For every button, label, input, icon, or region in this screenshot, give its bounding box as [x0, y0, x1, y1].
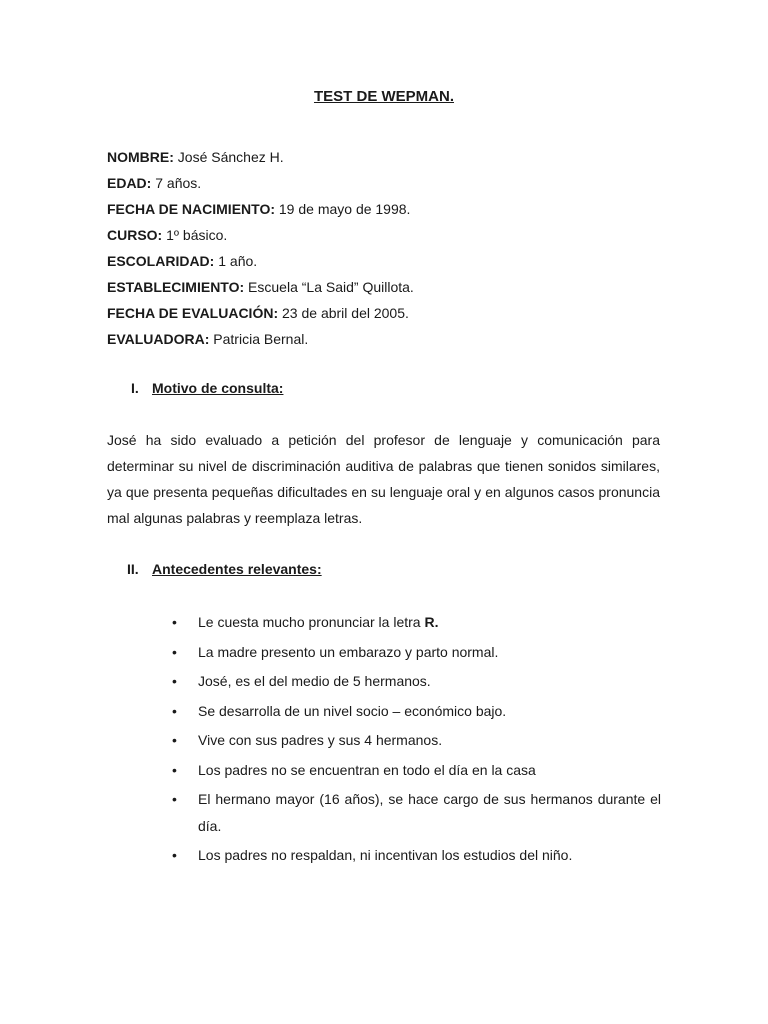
field-label: CURSO:	[107, 227, 163, 243]
patient-info-fields	[107, 144, 414, 352]
list-item-text: El hermano mayor (16 años), se hace cargo de sus hermanos durante el día.	[198, 791, 661, 834]
field-value: Patricia Bernal.	[209, 331, 309, 347]
list-item-text: Se desarrolla de un nivel socio – económico bajo.	[198, 702, 507, 719]
list-item	[171, 757, 661, 784]
field-value: 19 de mayo de 1998.	[275, 201, 411, 217]
field-label: ESCOLARIDAD:	[107, 253, 215, 269]
section-number: I.	[131, 380, 139, 396]
field-label: FECHA DE EVALUACIÓN:	[107, 305, 279, 321]
list-item-text: Los padres no respaldan, ni incentivan los estudios del niño.	[198, 847, 573, 863]
bullet-icon: •	[172, 732, 177, 748]
section-title: Motivo de consulta:	[152, 380, 284, 396]
field-curso	[107, 222, 414, 248]
list-item	[171, 609, 661, 636]
list-item	[171, 639, 661, 666]
document-title: TEST DE WEPMAN.	[313, 88, 454, 105]
field-label: EVALUADORA:	[107, 331, 210, 347]
field-value: José Sánchez H.	[173, 149, 284, 165]
list-item-text: José, es el del medio de 5 hermanos.	[198, 673, 431, 689]
field-value: 1 año.	[214, 253, 258, 269]
list-item	[171, 842, 661, 869]
bullet-icon: •	[172, 702, 177, 719]
field-value: 1º básico.	[162, 227, 228, 243]
list-item-text: Le cuesta mucho pronunciar la letra	[198, 614, 425, 630]
section-heading-motivo	[131, 380, 283, 396]
field-value: 7 años.	[151, 175, 202, 191]
field-label: EDAD:	[107, 175, 152, 191]
field-establecimiento	[107, 274, 414, 300]
field-fecha-evaluacion	[107, 300, 414, 326]
section-title: Antecedentes relevantes:	[152, 561, 322, 577]
field-label: ESTABLECIMIENTO:	[107, 279, 245, 295]
field-label: NOMBRE:	[107, 149, 174, 165]
bullet-icon: •	[172, 673, 177, 689]
motivo-paragraph: José ha sido evaluado a petición del profesor de lenguaje y comunicación para determinar su nivel de discriminación auditiva de palabras que tienen sonidos similares, ya que presenta pequeñas dificultades en su lenguaje oral y en algunos casos pronuncia mal algunas palabras y reemplaza letras.	[107, 432, 660, 526]
field-edad	[107, 170, 414, 196]
field-value: 23 de abril del 2005.	[278, 305, 409, 321]
field-nombre	[107, 144, 414, 170]
field-label: FECHA DE NACIMIENTO:	[107, 201, 275, 217]
list-item-text: Vive con sus padres y sus 4 hermanos.	[198, 732, 443, 748]
list-item-text: La madre presento un embarazo y parto normal.	[198, 643, 499, 660]
list-item-bold: R.	[424, 614, 439, 630]
bullet-icon: •	[172, 614, 177, 630]
list-item-text: Los padres no se encuentran en todo el día en la casa	[198, 761, 536, 778]
antecedentes-list	[171, 609, 661, 872]
bullet-icon: •	[172, 643, 177, 660]
list-item	[171, 786, 661, 839]
field-value: Escuela “La Said” Quillota.	[244, 279, 414, 295]
field-escolaridad	[107, 248, 414, 274]
bullet-icon: •	[172, 847, 177, 863]
field-fecha-nacimiento	[107, 196, 414, 222]
list-item	[171, 698, 661, 725]
section-heading-antecedentes	[127, 561, 322, 577]
bullet-icon: •	[172, 761, 177, 778]
list-item	[171, 668, 661, 695]
section-number: II.	[127, 561, 139, 577]
field-evaluadora	[107, 326, 414, 352]
bullet-icon: •	[172, 791, 177, 807]
list-item	[171, 727, 661, 754]
